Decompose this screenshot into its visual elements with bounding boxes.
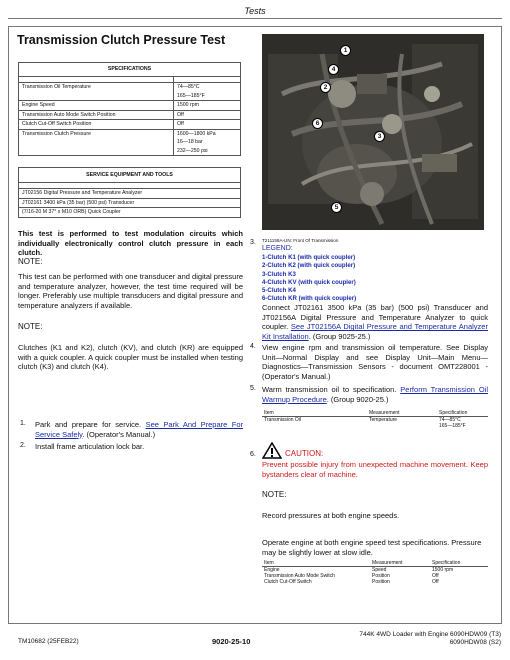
- legend-item: 5-Clutch K4: [262, 287, 296, 295]
- service-equipment-table: [18, 167, 241, 218]
- legend-list: [262, 254, 356, 304]
- service-equipment-heading: SERVICE EQUIPMENT AND TOOLS: [19, 168, 241, 183]
- legend-item: 2-Clutch K2 (with quick coupler): [262, 262, 356, 270]
- legend-item: 6-Clutch KR (with quick coupler): [262, 295, 357, 303]
- callout-2: 2: [320, 82, 331, 93]
- step-1-text: Park and prepare for service. See Park And Prepare For Service Safely. (Operator's Manual.): [35, 420, 244, 439]
- callout-5: 5: [331, 202, 342, 213]
- note-3-text: Record pressures at both engine speeds.: [262, 511, 400, 520]
- page-title: Transmission Clutch Pressure Test: [17, 33, 226, 47]
- transmission-photo: [262, 34, 484, 230]
- specifications-heading: SPECIFICATIONS: [19, 63, 241, 77]
- spec-row: Transmission Oil Temperature 74—85°C 165—185°F: [19, 83, 241, 101]
- callout-4: 4: [328, 64, 339, 75]
- equipment-row: (7/16-20 M 37° x M10 ORB) Quick Coupler: [19, 208, 241, 218]
- section-header: Tests: [244, 6, 266, 16]
- step-3-number: 3.: [250, 239, 256, 246]
- warning-triangle-icon: [262, 442, 282, 459]
- callout-1: 1: [340, 45, 351, 56]
- specifications-table: [18, 62, 241, 156]
- note-label: NOTE:: [18, 257, 43, 266]
- callout-3: 3: [374, 131, 385, 142]
- spec-row: Transmission Auto Mode Switch Position Off: [19, 110, 241, 120]
- engine-row: Engine Speed 1500 rpm: [264, 567, 454, 573]
- engine-spec-table: Item Measurement Specification Engine Speed 1500 rpm Transmission Auto Mode Switch Position Off Clutch Cut-Off Switch Position Off: [262, 560, 488, 585]
- step-4-number: 4.: [250, 343, 256, 350]
- legend-item: 1-Clutch K1 (with quick coupler): [262, 254, 356, 261]
- spec-row: Clutch Cut-Off Switch Position Off: [19, 120, 241, 130]
- equipment-row: JT02156 Digital Pressure and Temperature Analyzer: [19, 189, 241, 199]
- step-4-text: View engine rpm and transmission oil temperature. See Display Unit—Normal Display and see Display Unit—Main Menu—Diagnostics—Transmission Sensors - document OMT228001 - (Operator's Manual.): [262, 343, 488, 381]
- analyzer-installation-link[interactable]: See JT02156A Digital Pressure and Temperature Analyzer Kit Installation: [262, 322, 488, 341]
- step-3-text: Connect JT02161 3500 kPa (35 bar) (500 psi) Transducer and JT02156A Digital Pressure and Temperature Analyzer to quick coupler. See JT02156A Digital Pressure and Temperature Analyzer Kit Installation. (Group 9025-25.): [262, 303, 488, 341]
- header-divider: [8, 18, 502, 19]
- note-1-text: This test can be performed with one transducer and digital pressure and temperature analyzer, however, the test time required will be longer. Preferably use multiple transducers and digital pressure and temperature analyzers if available.: [18, 272, 243, 310]
- equipment-row: JT02161 3400 kPa (35 bar) (500 psi) Transducer: [19, 198, 241, 208]
- step-2-number: 2.: [20, 442, 26, 449]
- step-5-number: 5.: [250, 385, 256, 392]
- warmup-spec-table: Item Measurement Specification Transmission Oil Temperature 74—85°C 165—185°F: [262, 410, 488, 429]
- note-2-text: Clutches (K1 and K2), clutch (KV), and clutch (KR) are equipped with a quick coupler. A quick coupler must be installed when testing clutch (K3) and clutch (K4).: [18, 343, 243, 372]
- caution-text: Prevent possible injury from unexpected machine movement. Keep bystanders clear of machine.: [262, 460, 488, 479]
- engine-row: Clutch Cut-Off Switch Position Off: [264, 579, 439, 585]
- note-label: NOTE:: [262, 490, 287, 499]
- engine-row: Transmission Auto Mode Switch Position Off: [264, 573, 439, 579]
- warmup-row: Transmission Oil Temperature 74—85°C 165—185°F: [264, 417, 466, 429]
- caution-label: CAUTION:: [285, 449, 324, 458]
- oil-warmup-link[interactable]: Perform Transmission Oil Warmup Procedure: [262, 385, 489, 404]
- intro-text: This test is performed to test modulation circuits which individually electronically control clutch pressure in each clutch.: [18, 229, 243, 258]
- callout-6: 6: [312, 118, 323, 129]
- operate-text: Operate engine at both engine speed test specifications. Pressure may be slightly lower at slow idle.: [262, 538, 482, 557]
- spec-row: Engine Speed 1500 rpm: [19, 101, 241, 111]
- footer-doc-id: TM10682 (25FEB22): [18, 638, 79, 645]
- transmission-image: [262, 34, 484, 230]
- step-2-text: Install frame articulation lock bar.: [35, 442, 145, 451]
- park-prepare-link[interactable]: See Park And Prepare For Service Safely: [35, 420, 244, 439]
- spec-row: Transmission Clutch Pressure 1600—1800 kPa 16—18 bar 232—250 psi: [19, 129, 241, 156]
- footer-model: 744K 4WD Loader with Engine 6090HDW09 (T3) 6090HDW08 (S2): [359, 631, 501, 646]
- legend-item: 3-Clutch K3: [262, 270, 296, 278]
- photo-caption: T211159A-UN: Front Of Transmission: [262, 238, 339, 243]
- note-label: NOTE:: [18, 322, 43, 331]
- step-5-text: Warm transmission oil to specification. Perform Transmission Oil Warmup Procedure. (Group 9020-25.): [262, 385, 489, 404]
- legend-title: LEGEND:: [262, 245, 293, 252]
- step-1-number: 1.: [20, 420, 26, 427]
- step-6-number: 6.: [250, 451, 256, 458]
- legend-item: 4-Clutch KV (with quick coupler): [262, 278, 356, 286]
- footer-page-number: 9020-25-10: [212, 637, 251, 646]
